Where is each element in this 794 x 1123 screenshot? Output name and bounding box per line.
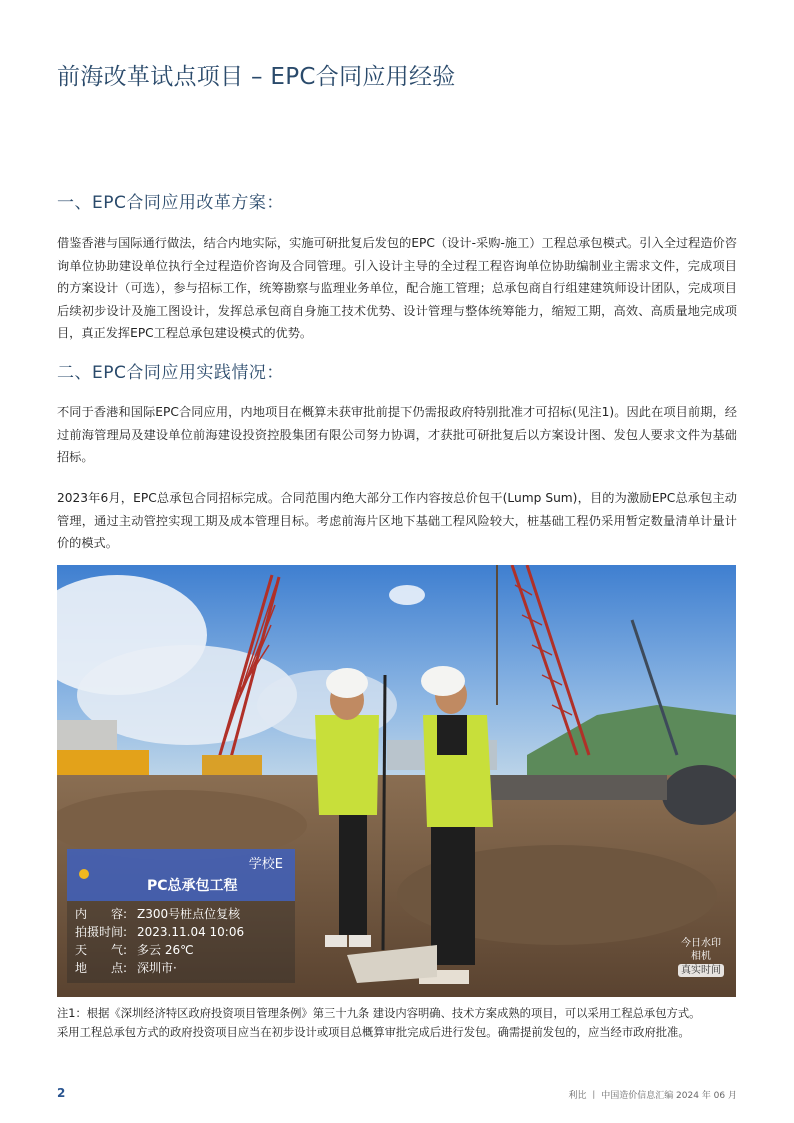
stamp-header	[67, 849, 295, 901]
stamp-row-label: 地 点:	[75, 961, 128, 975]
stamp-row-label: 拍摄时间:	[75, 925, 128, 939]
stamp-row-value: 多云 26℃	[137, 943, 194, 957]
footnote	[57, 1005, 747, 1042]
camera-watermark	[672, 937, 730, 977]
watermark-line-2: 相机	[691, 951, 711, 962]
stamp-row-label: 内 容:	[75, 907, 128, 921]
page-title: 前海改革试点项目 – EPC合同应用经验	[57, 64, 456, 90]
section-2-paragraph-2: 2023年6月，EPC总承包合同招标完成。合同范围内绝大部分工作内容按总价包干(Lump Sum)，目的为激励EPC总承包主动管理，通过主动管控实现工期及成本管理目标。考虑前海片区地下基础工程风险较大，桩基础工程仍采用暂定数量清单计量计价的模式。	[57, 491, 737, 550]
rebar-stack	[487, 775, 667, 800]
footnote-line-1: 注1：根据《深圳经济特区政府投资项目管理条例》第三十九条 建设内容明确、技术方案成熟的项目，可以采用工程总承包方式。	[57, 1007, 701, 1020]
stamp-brand: 学校E	[248, 857, 283, 872]
watermark-line-3: 真实时间	[678, 964, 724, 977]
stamp-project: PC总承包工程	[147, 878, 238, 894]
stamp-row-time	[75, 923, 244, 940]
section-2-paragraph-1: 不同于香港和国际EPC合同应用，内地项目在概算未获审批前提下仍需报政府特别批准才可招标(见注1)。因此在项目前期，经过前海管理局及建设单位前海建设投资控股集团有限公司努力协调，才获批可研批复后以方案设计图、发包人要求文件为基础招标。	[57, 405, 737, 464]
section-1-paragraph: 借鉴香港与国际通行做法，结合内地实际，实施可研批复后发包的EPC（设计-采购-施工）工程总承包模式。引入全过程造价咨询单位协助建设单位执行全过程造价咨询及合同管理。引入设计主导的全过程工程咨询单位协助编制业主需求文件，完成项目的方案设计（可选），参与招标工作，统筹勘察与监理业务单位，配合施工管理；总承包商自行组建建筑师设计团队，完成项目后续初步设计及施工图设计，发挥总承包商自身施工技术优势、设计管理与整体统筹能力，缩短工期，高效、高质量地完成项目，真正发挥EPC工程总承包建设模式的优势。	[57, 236, 737, 340]
footnote-line-2: 采用工程总承包方式的政府投资项目应当在初步设计或项目总概算审批完成后进行发包。确需提前发包的，应当经市政府批准。	[57, 1025, 690, 1039]
section-1-heading: 一、EPC合同应用改革方案：	[57, 193, 284, 213]
stamp-row-content	[75, 905, 240, 922]
photo-timestamp-stamp	[67, 849, 295, 983]
stamp-row-location	[75, 959, 177, 976]
survey-pole	[383, 675, 385, 950]
cloud	[389, 585, 425, 605]
page-number: 2	[57, 1086, 66, 1100]
location-dot-icon	[79, 869, 89, 879]
stamp-row-weather	[75, 941, 194, 958]
stamp-row-value: 深圳市·	[137, 961, 177, 975]
section-2-heading: 二、EPC合同应用实践情况：	[57, 363, 284, 383]
stamp-row-label: 天 气:	[75, 943, 128, 957]
stamp-row-value: Z300号桩点位复核	[137, 907, 241, 921]
footer-publication-info: 利比 丨 中国造价信息汇编 2024 年 06 月	[568, 1091, 737, 1101]
stamp-body	[67, 901, 295, 983]
construction-site-photo	[57, 565, 736, 997]
stamp-row-value: 2023.11.04 10:06	[137, 925, 245, 939]
watermark-line-1: 今日水印	[681, 938, 721, 949]
